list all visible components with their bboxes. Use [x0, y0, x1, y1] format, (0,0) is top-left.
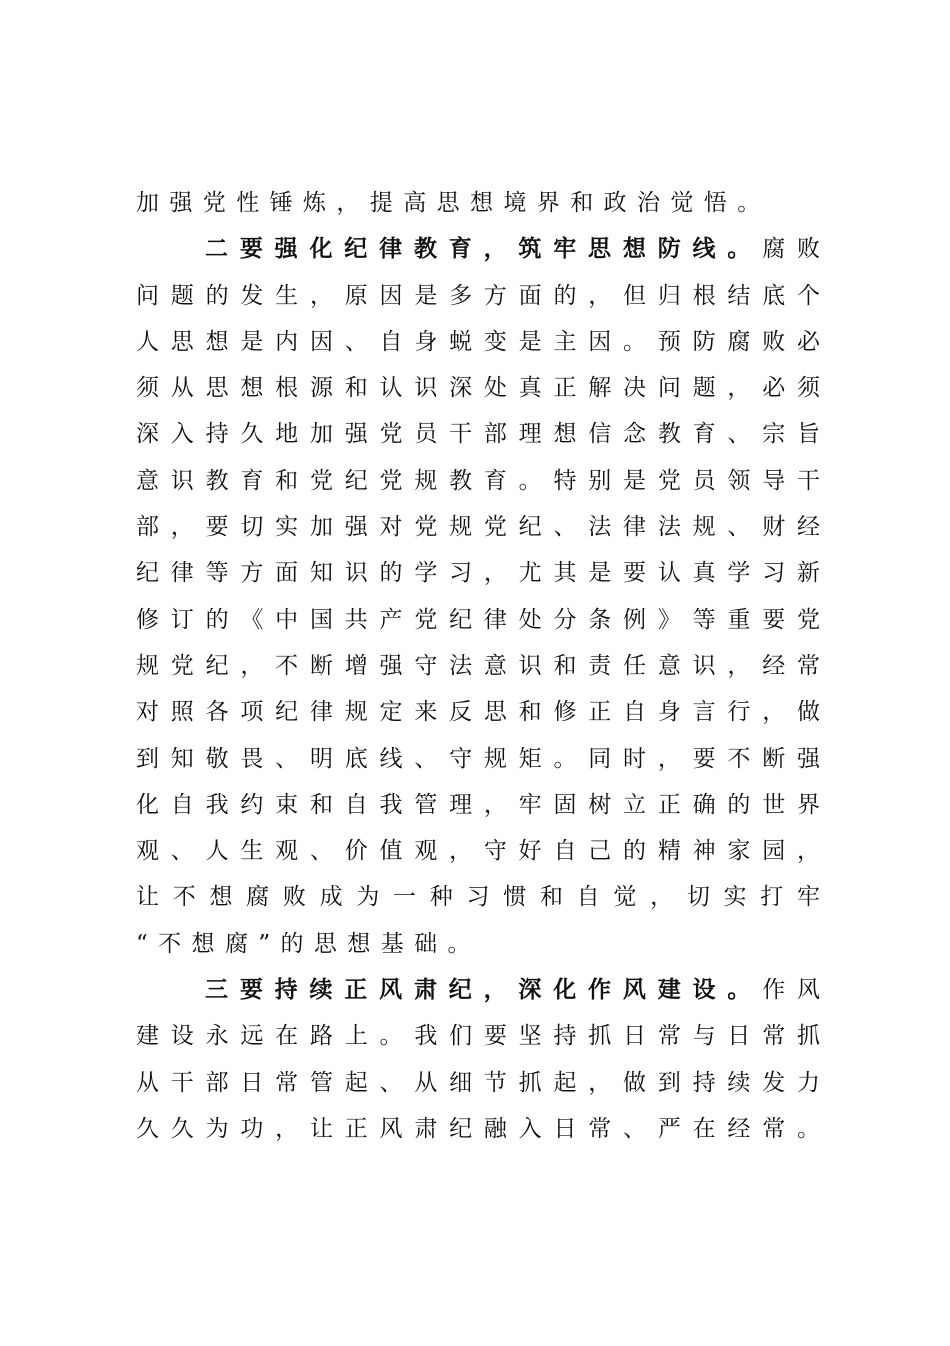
text-line: 观、人生观、价值观，守好自己的精神家园，: [136, 838, 820, 865]
text-line: 让不想腐败成为一种习惯和自觉，切实打牢: [136, 884, 820, 911]
text-line: 意识教育和党纪党规教育。特别是党员领导干: [136, 467, 820, 494]
text-line: 人思想是内因、自身蜕变是主因。预防腐败必: [136, 328, 820, 355]
text-line: 加强党性锤炼，提高思想境界和政治觉悟。: [136, 190, 771, 216]
document-body: [136, 180, 820, 1152]
text-line: 建设永远在路上。我们要坚持抓日常与日常抓: [136, 1023, 820, 1050]
text-line: 规党纪，不断增强守法意识和责任意识，经常: [136, 652, 820, 679]
text-line: 问题的发生，原因是多方面的，但归根结底个: [136, 282, 820, 309]
paragraph-2-first-line: [136, 226, 820, 272]
text-line: 到知敬畏、明底线、守规矩。同时，要不断强: [136, 745, 820, 772]
text-line: “不想腐”的思想基础。: [136, 930, 481, 957]
text-line: 化自我约束和自我管理，牢固树立正确的世界: [136, 791, 820, 818]
section-heading-2: 二要强化纪律教育，筑牢思想防线。: [205, 236, 763, 263]
text-line: 纪律等方面知识的学习，尤其是要认真学习新: [136, 560, 820, 587]
text-run: 腐败: [762, 236, 820, 263]
text-run: 作风: [762, 977, 820, 1004]
text-line: 修订的《中国共产党纪律处分条例》等重要党: [136, 606, 820, 633]
text-line: 久久为功，让正风肃纪融入日常、严在经常。: [136, 1115, 820, 1142]
section-heading-3: 三要持续正风肃纪，深化作风建设。: [205, 977, 763, 1004]
text-line: 须从思想根源和认识深处真正解决问题，必须: [136, 375, 820, 402]
text-line: 从干部日常管起、从细节抓起，做到持续发力: [136, 1069, 820, 1096]
paragraph-3-first-line: [136, 967, 820, 1013]
text-line: 部，要切实加强对党规党纪、法律法规、财经: [136, 514, 820, 541]
text-line: 深入持久地加强党员干部理想信念教育、宗旨: [136, 421, 820, 448]
text-line: 对照各项纪律规定来反思和修正自身言行，做: [136, 699, 820, 726]
